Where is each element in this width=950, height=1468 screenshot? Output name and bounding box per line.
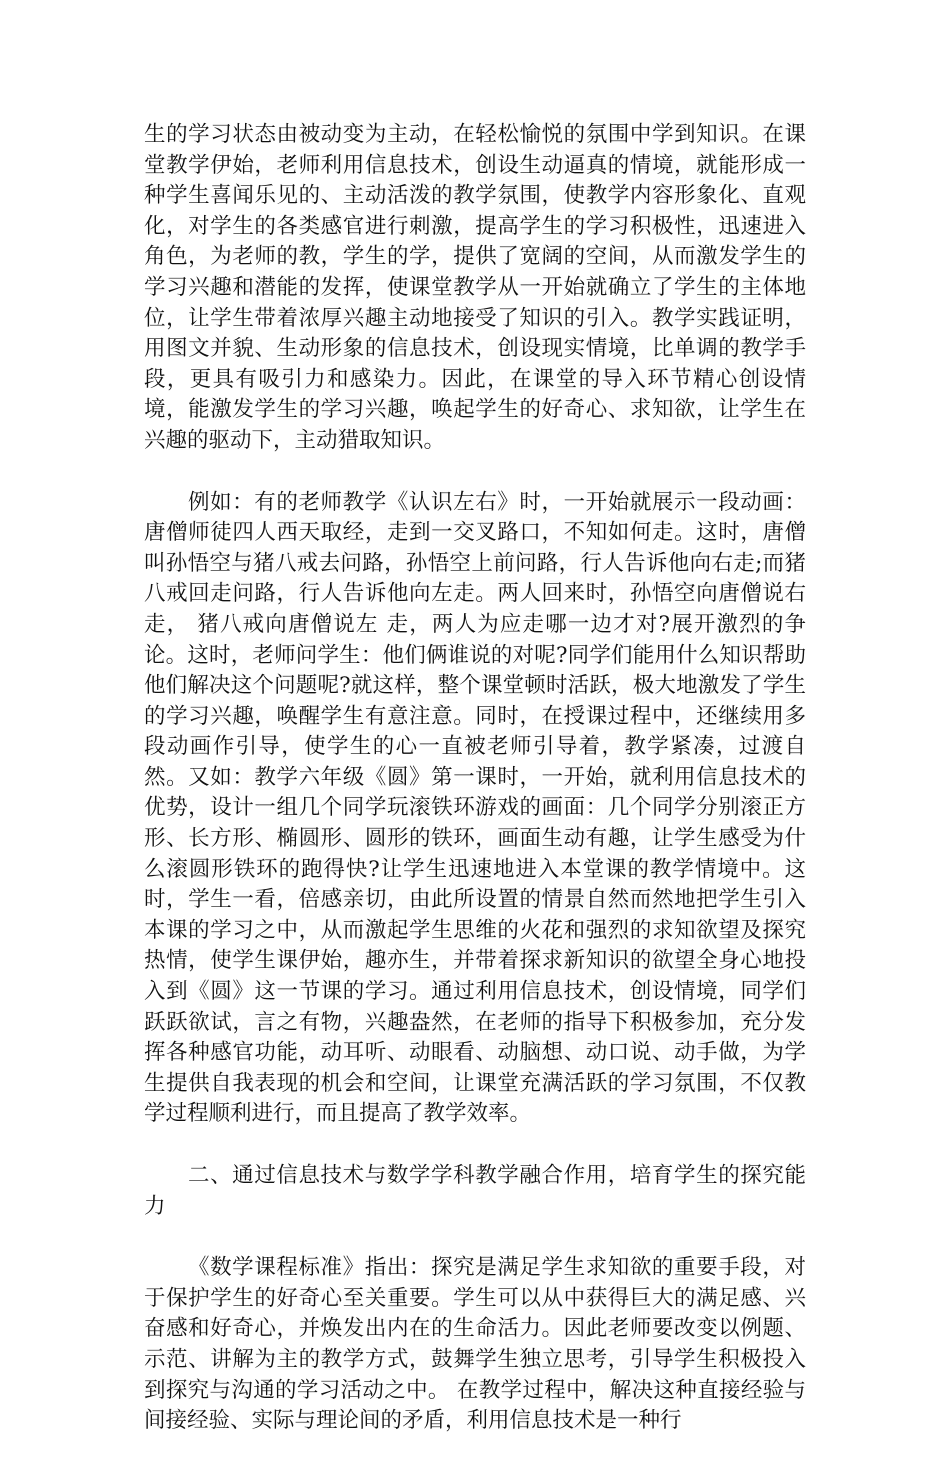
document-page [144,120,806,1468]
paragraph-example: 例如：有的老师教学《认识左右》时，一开始就展示一段动画：唐僧师徒四人西天取经，走到一交叉路口，不知如何走。这时，唐僧叫孙悟空与猪八戒去问路，孙悟空上前问路，行人告诉他向右走;而猪八戒回走问路，行人告诉他向左走。两人回来时，孙悟空向唐僧说右 走， 猪八戒向唐僧说左 走，两人为应走哪一边才对?展开激烈的争论。这时，老师问学生：他们俩谁说的对呢?同学们能用什么知识帮助他们解决这个问题呢?就这样，整个课堂顿时活跃，极大地激发了学生的学习兴趣，唤醒学生有意注意。同时，在授课过程中，还继续用多段动画作引导，使学生的心一直被老师引导着，教学紧凑，过渡自然。又如：教学六年级《圆》第一课时，一开始，就利用信息技术的优势，设计一组几个同学玩滚铁环游戏的画面：几个同学分别滚正方形、长方形、椭圆形、圆形的铁环，画面生动有趣，让学生感受为什么滚圆形铁环的跑得快?让学生迅速地进入本堂课的教学情境中。这时，学生一看，倍感亲切，由此所设置的情景自然而然地把学生引入本课的学习之中，从而激起学生思维的火花和强烈的求知欲望及探究热情，使学生课伊始，趣亦生，并带着探求新知识的欲望全身心地投入到《圆》这一节课的学习。通过利用信息技术，创设情境，同学们跃跃欲试，言之有物，兴趣盎然，在老师的指导下积极参加，充分发挥各种感官功能，动耳听、动眼看、动脑想、动口说、动手做，为学生提供自我表现的机会和空间，让课堂充满活跃的学习氛围，不仅教学过程顺利进行，而且提高了教学效率。 [144,489,806,1127]
section-heading: 二、通过信息技术与数学学科教学融合作用，培育学生的探究能力 [144,1163,806,1219]
paragraph-standard: 《数学课程标准》指出：探究是满足学生求知欲的重要手段，对于保护学生的好奇心至关重要。学生可以从中获得巨大的满足感、兴奋感和好奇心，并焕发出内在的生命活力。因此老师要改变以例题、示范、讲解为主的教学方式，鼓舞学生独立思考，引导学生积极投入到探究与沟通的学习活动之中。 在教学过程中，解决这种直接经验与间接经验、实际与理论间的矛盾，利用信息技术是一种行 [144,1255,806,1434]
paragraph-continuation: 生的学习状态由被动变为主动，在轻松愉悦的氛围中学到知识。在课堂教学伊始，老师利用信息技术，创设生动逼真的情境，就能形成一种学生喜闻乐见的、主动活泼的教学氛围，使教学内容形象化、直观化，对学生的各类感官进行刺激，提高学生的学习积极性，迅速进入角色，为老师的教，学生的学，提供了宽阔的空间，从而激发学生的学习兴趣和潜能的发挥，使课堂教学从一开始就确立了学生的主体地位，让学生带着浓厚兴趣主动地接受了知识的引入。教学实践证明，用图文并貌、生动形象的信息技术，创设现实情境，比单调的教学手段，更具有吸引力和感染力。因此，在课堂的导入环节精心创设情境，能激发学生的学习兴趣，唤起学生的好奇心、求知欲，让学生在兴趣的驱动下，主动猎取知识。 [144,122,806,453]
